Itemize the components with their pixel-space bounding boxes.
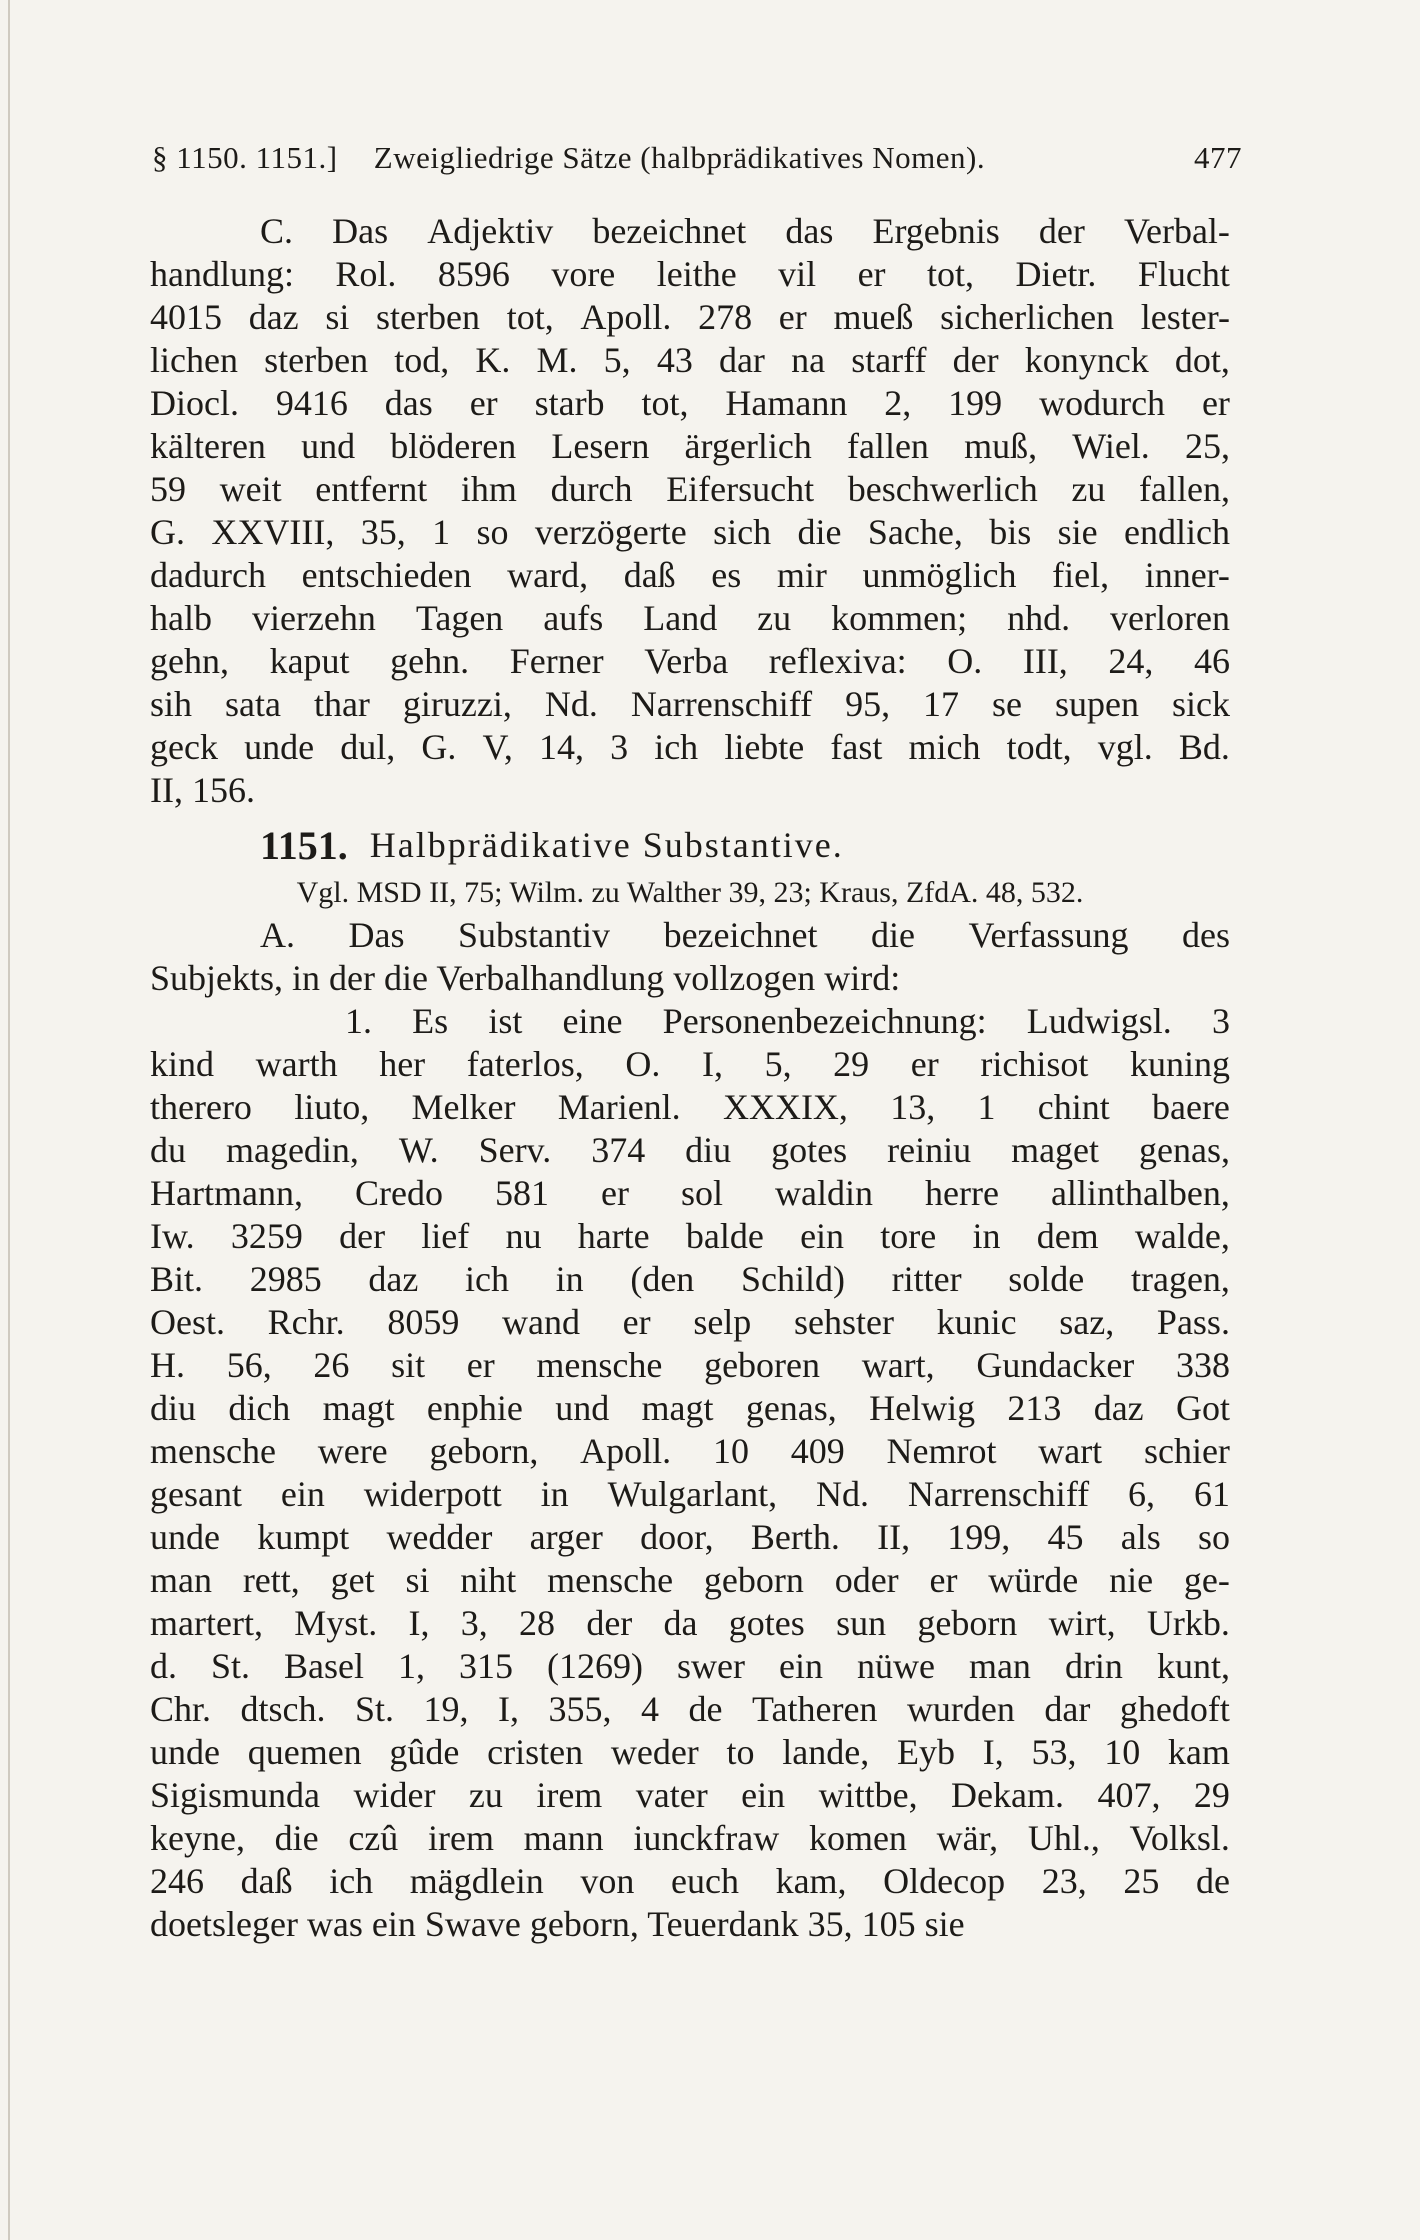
section-1150-c (150, 210, 1230, 812)
text-line: handlung: Rol. 8596 vore leithe vil er tot, Dietr. Flucht (150, 254, 1230, 294)
text-line: gehn, kaput gehn. Ferner Verba reflexiva: O. III, 24, 46 (150, 641, 1230, 681)
text-line: 246 daß ich mägdlein von euch kam, Oldecop 23, 25 de (150, 1861, 1230, 1901)
text-line: Bit. 2985 daz ich in (den Schild) ritter solde tragen, (150, 1259, 1230, 1299)
header-section: § 1150. 1151.] (152, 140, 338, 175)
text-line: geck unde dul, G. V, 14, 3 ich liebte fast mich todt, vgl. Bd. (150, 727, 1230, 767)
text-line: Subjekts, in der die Verbalhandlung vollzogen wird: (150, 958, 901, 998)
text-line: du magedin, W. Serv. 374 diu gotes reiniu maget genas, (150, 1130, 1230, 1170)
text-line: 59 weit entfernt ihm durch Eifersucht beschwerlich zu fallen, (150, 469, 1230, 509)
section-1151-a (150, 914, 1230, 1000)
text-line: Diocl. 9416 das er starb tot, Hamann 2, 199 wodurch er (150, 383, 1230, 423)
section-heading (150, 824, 1230, 867)
text-line: Chr. dtsch. St. 19, I, 355, 4 de Tatheren wurden dar ghedoft (150, 1689, 1230, 1729)
text-line: diu dich magt enphie und magt genas, Helwig 213 daz Got (150, 1388, 1230, 1428)
text-line: unde quemen gûde cristen weder to lande, Eyb I, 53, 10 kam (150, 1732, 1230, 1772)
text-line: 4015 daz si sterben tot, Apoll. 278 er mueß sicherlichen lester- (150, 297, 1230, 337)
text-line: martert, Myst. I, 3, 28 der da gotes sun geborn wirt, Urkb. (150, 1603, 1230, 1643)
section-title: Halbprädikative Substantive. (369, 825, 844, 865)
text-line: A. Das Substantiv bezeichnet die Verfassung des (260, 915, 1230, 955)
text-line: H. 56, 26 sit er mensche geboren wart, Gundacker 338 (150, 1345, 1230, 1385)
text-line: II, 156. (150, 770, 255, 810)
text-line: C. Das Adjektiv bezeichnet das Ergebnis der Verbal- (260, 211, 1230, 251)
page-edge (8, 0, 10, 2240)
text-line: kind warth her faterlos, O. I, 5, 29 er richisot kuning (150, 1044, 1230, 1084)
text-line: kälteren und blöderen Lesern ärgerlich fallen muß, Wiel. 25, (150, 426, 1230, 466)
text-line: Iw. 3259 der lief nu harte balde ein tore in dem walde, (150, 1216, 1230, 1256)
header-title: Zweigliedrige Sätze (halbprädikatives Nomen). (373, 140, 986, 175)
text-line: lichen sterben tod, K. M. 5, 43 dar na starff der konynck dot, (150, 340, 1230, 380)
text-line: halb vierzehn Tagen aufs Land zu kommen; nhd. verloren (150, 598, 1230, 638)
text-column (150, 210, 1230, 1946)
text-line: man rett, get si niht mensche geborn oder er würde nie ge- (150, 1560, 1230, 1600)
text-line: mensche were geborn, Apoll. 10 409 Nemrot wart schier (150, 1431, 1230, 1471)
text-line: 1. Es ist eine Personenbezeichnung: Ludwigsl. 3 (345, 1001, 1230, 1041)
text-line: gesant ein widerpott in Wulgarlant, Nd. Narrenschiff 6, 61 (150, 1474, 1230, 1514)
section-number: 1151. (260, 823, 348, 868)
text-line: therero liuto, Melker Marienl. XXXIX, 13, 1 chint baere (150, 1087, 1230, 1127)
page-number: 477 (1194, 140, 1242, 175)
text-line: Hartmann, Credo 581 er sol waldin herre allinthalben, (150, 1173, 1230, 1213)
text-line: d. St. Basel 1, 315 (1269) swer ein nüwe man drin kunt, (150, 1646, 1230, 1686)
section-1151-a-1 (150, 1000, 1230, 1946)
running-header (152, 140, 1242, 176)
text-line: unde kumpt wedder arger door, Berth. II, 199, 45 als so (150, 1517, 1230, 1557)
text-line: G. XXVIII, 35, 1 so verzögerte sich die Sache, bis sie endlich (150, 512, 1230, 552)
text-line: Sigismunda wider zu irem vater ein wittbe, Dekam. 407, 29 (150, 1775, 1230, 1815)
text-line: Oest. Rchr. 8059 wand er selp sehster kunic saz, Pass. (150, 1302, 1230, 1342)
section-reference: Vgl. MSD II, 75; Wilm. zu Walther 39, 23; Kraus, ZfdA. 48, 532. (296, 876, 1084, 909)
text-line: dadurch entschieden ward, daß es mir unmöglich fiel, inner- (150, 555, 1230, 595)
text-line: sih sata thar giruzzi, Nd. Narrenschiff 95, 17 se supen sick (150, 684, 1230, 724)
text-line: doetsleger was ein Swave geborn, Teuerdank 35, 105 sie (150, 1904, 965, 1944)
text-line: keyne, die czû irem mann iunckfraw komen wär, Uhl., Volksl. (150, 1818, 1230, 1858)
